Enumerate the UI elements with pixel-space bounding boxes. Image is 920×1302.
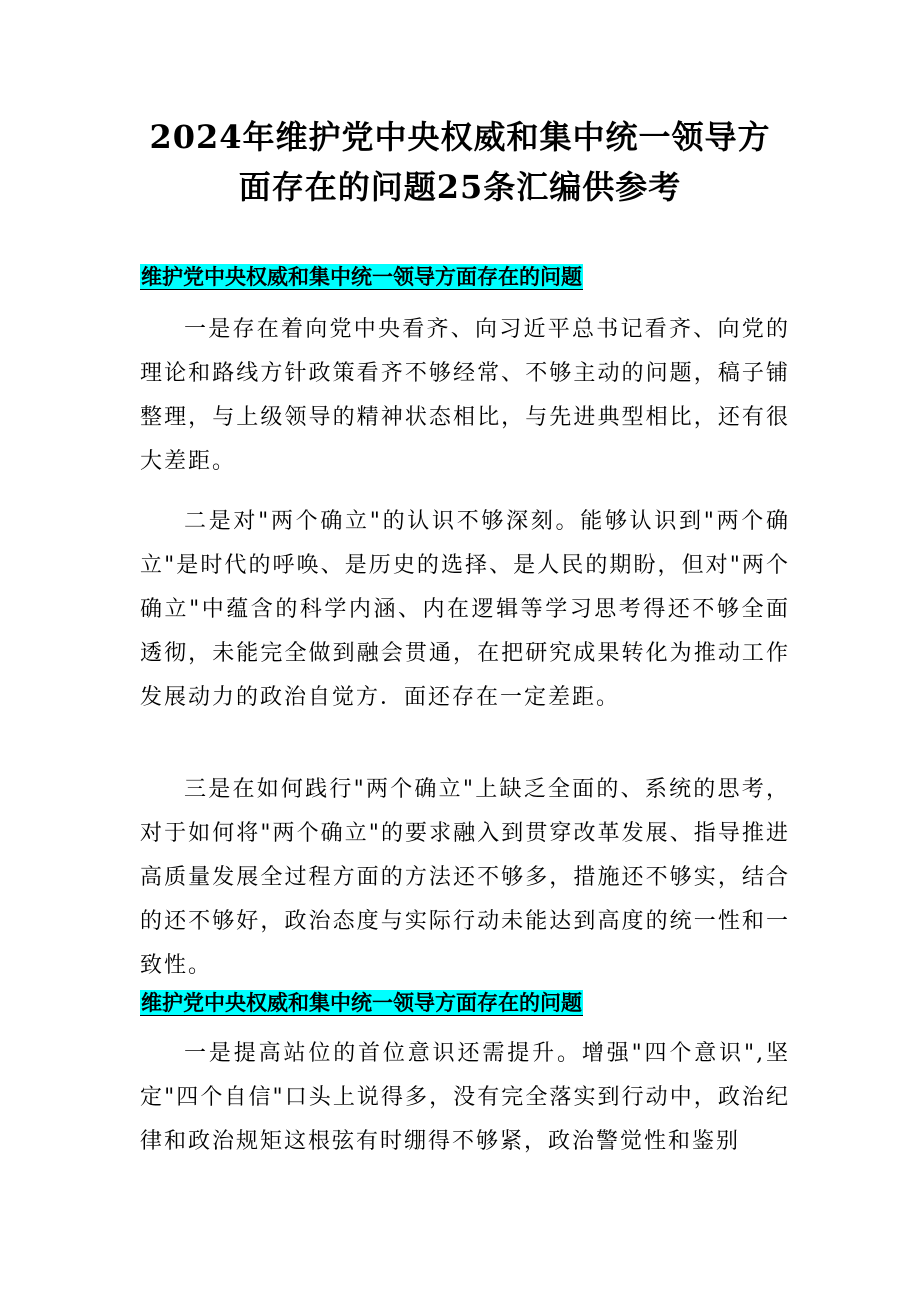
- section-2-heading: 维护党中央权威和集中统一领导方面存在的问题: [141, 990, 582, 1015]
- title-line-1: 2024年维护党中央权威和集中统一领导方: [149, 118, 771, 156]
- paragraph: 一是存在着向党中央看齐、向习近平总书记看齐、向党的理论和路线方针政策看齐不够经常、不够主动的问题，稿子铺整理，与上级领导的精神状态相比，与先进典型相比，还有很大差距。: [140, 317, 790, 474]
- section-1-heading: 维护党中央权威和集中统一领导方面存在的问题: [141, 264, 582, 289]
- section-heading: [140, 988, 583, 1018]
- paragraph: 二是对"两个确立"的认识不够深刻。能够认识到"两个确立"是时代的呼唤、是历史的选择、是人民的期盼，但对"两个确立"中蕴含的科学内涵、内在逻辑等学习思考得还不够全面透彻，未能完全做到融会贯通，在把研究成果转化为推动工作发展动力的政治自觉方．面还存在一定差距。: [140, 509, 790, 710]
- title-line-2: 面存在的问题25条汇编供参考: [238, 168, 682, 206]
- document-title: [100, 112, 820, 212]
- paragraph: 一是提高站位的首位意识还需提升。增强"四个意识",坚定"四个自信"口头上说得多，没有完全落实到行动中，政治纪律和政治规矩这根弦有时绷得不够紧，政治警觉性和鉴别: [140, 1041, 790, 1154]
- section-heading: [140, 262, 583, 292]
- paragraph: 三是在如何践行"两个确立"上缺乏全面的、系统的思考，对于如何将"两个确立"的要求融入到贯穿改革发展、指导推进高质量发展全过程方面的方法还不够多，措施还不够实，结合的还不够好，政治态度与实际行动未能达到高度的统一性和一致性。: [140, 777, 790, 978]
